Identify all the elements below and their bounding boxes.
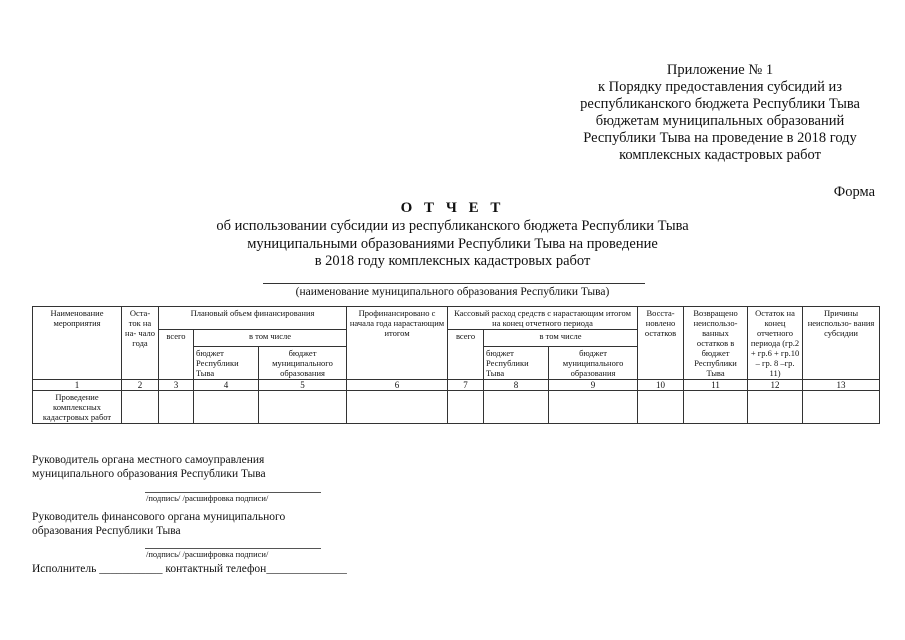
report-title: О Т Ч Е Т xyxy=(400,200,505,216)
data-cell[interactable] xyxy=(259,391,347,424)
report-subtitle xyxy=(0,218,905,271)
header-financed: Профинансировано с начала года нарастающим итогом xyxy=(347,307,448,380)
header-restored: Восста- новлено остатков xyxy=(638,307,684,380)
head-local-label: Руководитель органа местного самоуправления муниципального образования Республики Тыва xyxy=(32,454,266,480)
column-number: 3 xyxy=(159,380,194,391)
data-cell[interactable] xyxy=(484,391,549,424)
data-cell[interactable] xyxy=(684,391,748,424)
column-number: 10 xyxy=(638,380,684,391)
header-planned-municipal: бюджет муниципального образования xyxy=(259,347,347,380)
municipality-name-line[interactable] xyxy=(263,283,645,284)
header-cash-municipal: бюджет муниципального образования xyxy=(549,347,638,380)
data-cell[interactable] xyxy=(122,391,159,424)
header-row-1 xyxy=(33,307,880,330)
appendix-line: республиканского бюджета Республики Тыва xyxy=(580,96,860,112)
header-returned: Возвращено неиспользо- ванных остатков в бюджет Республики Тыва xyxy=(684,307,748,380)
column-number: 7 xyxy=(448,380,484,391)
data-cell[interactable] xyxy=(803,391,880,424)
column-number: 4 xyxy=(194,380,259,391)
header-planned-republic: бюджет Республики Тыва xyxy=(194,347,259,380)
subtitle-line: об использовании субсидии из республиканского бюджета Республики Тыва xyxy=(216,218,689,234)
column-number: 12 xyxy=(748,380,803,391)
column-number: 6 xyxy=(347,380,448,391)
header-cash-including: в том числе xyxy=(484,330,638,347)
signature-caption: /подпись/ /расшифровка подписи/ xyxy=(146,549,269,559)
data-cell[interactable] xyxy=(638,391,684,424)
data-cell[interactable] xyxy=(194,391,259,424)
header-planned: Плановый объем финансирования xyxy=(159,307,347,330)
appendix-block xyxy=(560,62,880,164)
column-number: 9 xyxy=(549,380,638,391)
column-number-row xyxy=(33,380,880,391)
header-cash-republic: бюджет Республики Тыва xyxy=(484,347,549,380)
column-number: 1 xyxy=(33,380,122,391)
header-planned-total: всего xyxy=(159,330,194,380)
form-label: Форма xyxy=(833,184,875,200)
signature-caption: /подпись/ /расшифровка подписи/ xyxy=(146,493,269,503)
subtitle-line: в 2018 году комплексных кадастровых работ xyxy=(314,253,591,269)
column-number: 5 xyxy=(259,380,347,391)
header-reasons: Причины неиспользо- вания субсидии xyxy=(803,307,880,380)
data-cell[interactable] xyxy=(549,391,638,424)
header-balance-end: Остаток на конец отчетного периода (гр.2 + гр.6 + гр.10 – гр. 8 –гр. 11) xyxy=(748,307,803,380)
header-balance-start: Оста- ток на на- чало года xyxy=(122,307,159,380)
report-table xyxy=(32,306,880,424)
data-cell[interactable] xyxy=(159,391,194,424)
column-number: 11 xyxy=(684,380,748,391)
column-number: 13 xyxy=(803,380,880,391)
municipality-caption: (наименование муниципального образования Республики Тыва) xyxy=(295,286,610,298)
data-cell[interactable] xyxy=(448,391,484,424)
column-number: 2 xyxy=(122,380,159,391)
column-number: 8 xyxy=(484,380,549,391)
table-row xyxy=(33,391,880,424)
appendix-line: Республики Тыва на проведение в 2018 году xyxy=(583,130,857,146)
subtitle-line: муниципальными образованиями Республики Тыва на проведение xyxy=(247,235,658,252)
header-cash-total: всего xyxy=(448,330,484,380)
row-name-cell: Проведение комплексных кадастровых работ xyxy=(33,391,122,424)
data-cell[interactable] xyxy=(347,391,448,424)
executor-line: Исполнитель ___________ контактный телефон______________ xyxy=(32,563,347,575)
appendix-line: бюджетам муниципальных образований xyxy=(595,113,845,129)
head-finance-label: Руководитель финансового органа муниципального образования Республики Тыва xyxy=(32,511,286,537)
header-planned-including: в том числе xyxy=(194,330,347,347)
appendix-line: Приложение № 1 xyxy=(666,62,774,78)
appendix-line: к Порядку предоставления субсидий из xyxy=(597,79,843,95)
appendix-line: комплексных кадастровых работ xyxy=(619,147,821,163)
header-cash-expense: Кассовый расход средств с нарастающим итогом на конец отчетного периода xyxy=(448,307,638,330)
header-name: Наименование мероприятия xyxy=(33,307,122,380)
data-cell[interactable] xyxy=(748,391,803,424)
